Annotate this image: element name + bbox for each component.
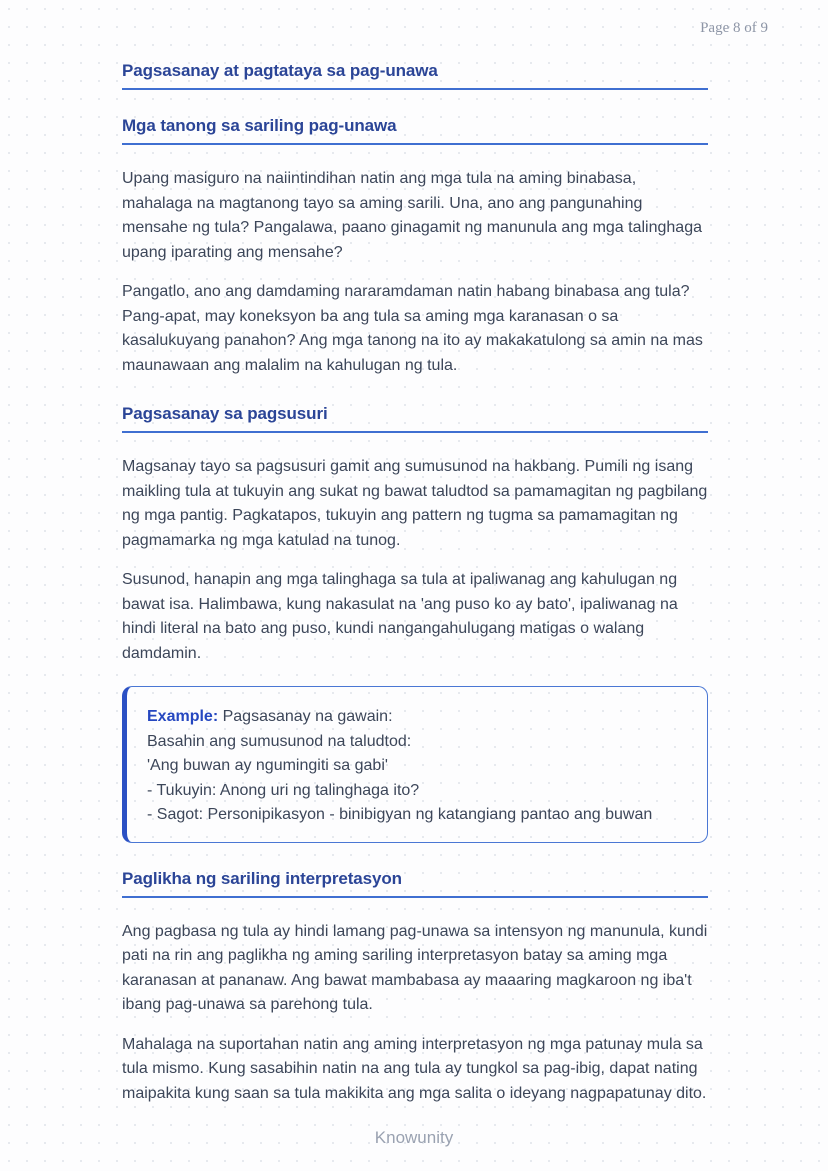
example-box — [122, 686, 708, 843]
paragraph-interpretation-2: Mahalaga na suportahan natin ang aming interpretasyon ng mga patunay mula sa tula mismo. Kung sasabihin natin na ang tula ay tungkol sa pag-ibig, dapat nating maipakita kung saan sa tula makikita ang mga salita o ideyang nagpapatunay dito. — [122, 1035, 707, 1102]
example-line-verse: 'Ang buwan ay ngumingiti sa gabi' — [147, 757, 388, 774]
paragraph-analysis-steps-1: Magsanay tayo sa pagsusuri gamit ang sumusunod na hakbang. Pumili ng isang maikling tula at tukuyin ang sukat ng bawat taludtod sa pamamagitan ng pagbilang ng mga pantig. Pagkatapos, tukuyin ang pattern ng tugma sa pamamagitan ng pagmamarka ng mga katulad na tunog. — [122, 458, 708, 549]
example-intro: Pagsasanay na gawain: — [222, 708, 393, 725]
paragraph-interpretation-1: Ang pagbasa ng tula ay hindi lamang pag-unawa sa intensyon ng manunula, kundi pati na rin ang paglikha ng aming sariling interpretasyon batay sa aming mga karanasan at pananaw. Ang bawat mambabasa ay maaaring magkaroon ng iba't ibang pag-unawa sa parehong tula. — [122, 922, 708, 1013]
paragraph-self-questions-1: Upang masiguro na naiintindihan natin ang mga tula na aming binabasa, mahalaga na magtanong tayo sa aming sarili. Una, ano ang pangunahing mensahe ng tula? Pangalawa, paano ginagamit ng manunula ang mga talinghaga upang iparating ang mensahe? — [122, 170, 702, 261]
example-line-question: - Tukuyin: Anong uri ng talinghaga ito? — [147, 781, 420, 799]
example-line-instruction: Basahin ang sumusunod na taludtod: — [147, 732, 412, 750]
example-box-title-line — [147, 705, 683, 730]
section-heading-mga-tanong: Mga tanong sa sariling pag-unawa — [122, 117, 708, 145]
example-label: Example: — [147, 708, 219, 725]
section-heading-pagsasanay-at-pagtataya: Pagsasanay at pagtataya sa pag-unawa — [122, 62, 708, 90]
paragraph-analysis-steps-2: Susunod, hanapin ang mga talinghaga sa tula at ipaliwanag ang kahulugan ng bawat isa. Halimbawa, kung nakasulat na 'ang puso ko ay bato', ipaliwanag na hindi literal na bato ang puso, kundi nangangahulugang matigas o walang damdamin. — [122, 571, 678, 662]
example-line-answer: - Sagot: Personipikasyon - binibigyan ng katangiang pantao ang buwan — [147, 806, 653, 823]
page-indicator: Page 8 of 9 — [700, 20, 768, 36]
section-heading-paglikha-interpretasyon: Paglikha ng sariling interpretasyon — [122, 870, 708, 898]
brand-footer: Knowunity — [374, 1128, 454, 1147]
paragraph-self-questions-2: Pangatlo, ano ang damdaming nararamdaman natin habang binabasa ang tula? Pang-apat, may koneksyon ba ang tula sa aming mga karanasan o sa kasalukuyang panahon? Ang mga tanong na ito ay makakatulong sa amin na mas maunawaan ang malalim na kahulugan ng tula. — [122, 283, 703, 374]
section-heading-pagsasanay-sa-pagsusuri: Pagsasanay sa pagsusuri — [122, 405, 708, 433]
document-content — [122, 0, 708, 1106]
